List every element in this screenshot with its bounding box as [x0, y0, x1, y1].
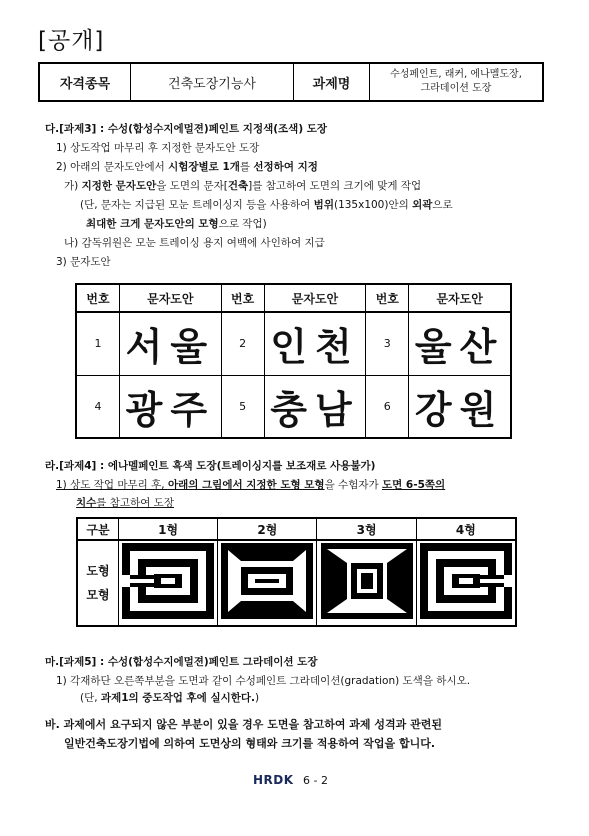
- task4-line2: 치수를 참고하여 도장: [76, 497, 174, 509]
- task3-title: 다.[과제3] : 수성(합성수지에멀젼)페인트 지정색(조색) 도장: [45, 123, 328, 135]
- glyph-word: 서울: [120, 312, 222, 375]
- glyph-number: 2: [221, 312, 264, 375]
- value-qualification: 건축도장기능사: [131, 63, 294, 101]
- glyph-header: 문자도안: [120, 284, 222, 312]
- glyph-header: 문자도안: [409, 284, 511, 312]
- pattern-header: 2형: [218, 518, 317, 540]
- pattern-type3: [317, 540, 416, 626]
- pattern-header: 4형: [416, 518, 516, 540]
- label-task-name: 과제명: [294, 63, 370, 101]
- task4-title: 라.[과제4] : 에나멜페인트 흑색 도장(트레이싱지를 보조재로 사용불가): [45, 460, 376, 472]
- pattern-type4-figure: [420, 543, 512, 619]
- glyph-word: 강원: [409, 375, 511, 438]
- task5-line1: 1) 각재하단 오른쪽부분을 도면과 같이 수성페인트 그라데이션(gradation) 도색을 하시오.: [56, 675, 471, 687]
- task3-line2: 2) 아래의 문자도안에서 시험장별로 1개를 선정하여 지정: [56, 161, 318, 173]
- task3-line7: 3) 문자도안: [56, 256, 111, 268]
- pattern-type1: [119, 540, 218, 626]
- task3-line5: 최대한 크게 문자도안의 모형으로 작업): [86, 218, 267, 230]
- glyph-word: 인천: [264, 312, 366, 375]
- label-qualification: 자격종목: [39, 63, 131, 101]
- glyph-number: 5: [221, 375, 264, 438]
- task4-line1: 1) 상도 작업 마무리 후, 아래의 그림에서 지정한 도형 모형을 수험자가 도면 6-5쪽의: [56, 479, 446, 491]
- glyph-header: 번호: [76, 284, 120, 312]
- pattern-type2: [218, 540, 317, 626]
- task3-line1: 1) 상도작업 마무리 후 지정한 문자도안 도장: [56, 142, 260, 154]
- page-footer: [253, 773, 328, 787]
- glyph-header: 번호: [366, 284, 409, 312]
- public-tag: [공개]: [38, 28, 105, 54]
- value-task-name: 수성페인트, 래커, 에나멜도장, 그라데이션 도장: [370, 63, 544, 101]
- glyph-number: 4: [76, 375, 120, 438]
- pattern-table: [76, 517, 517, 627]
- note-line1: 바. 과제에서 요구되지 않은 부분이 있을 경우 도면을 참고하여 과제 성격과 관련된: [45, 718, 442, 731]
- page-number: 6 - 2: [303, 774, 329, 787]
- table-row: [77, 540, 516, 626]
- pattern-type4: [416, 540, 516, 626]
- glyph-header: 번호: [221, 284, 264, 312]
- glyph-number: 3: [366, 312, 409, 375]
- glyph-number: 6: [366, 375, 409, 438]
- pattern-type1-figure: [122, 543, 214, 619]
- glyph-word: 울산: [409, 312, 511, 375]
- pattern-header: 1형: [119, 518, 218, 540]
- pattern-side-label: 도형 모형: [77, 540, 119, 626]
- glyph-number: 1: [76, 312, 120, 375]
- note-line2: 일반건축도장기법에 의하여 도면상의 형태와 크기를 적용하여 작업을 합니다.: [64, 737, 436, 750]
- pattern-corner: 구분: [77, 518, 119, 540]
- table-row: [76, 375, 511, 438]
- glyph-word: 충남: [264, 375, 366, 438]
- hrdk-logo: HRDK: [253, 773, 294, 787]
- task3-line3: 가) 지정한 문자도안을 도면의 문자[건축]를 참고하여 도면의 크기에 맞게 작업: [64, 180, 422, 192]
- info-table: [38, 62, 544, 102]
- pattern-type3-figure: [321, 543, 413, 619]
- task5-title: 마.[과제5] : 수성(합성수지에멀젼)페인트 그라데이션 도장: [45, 656, 318, 668]
- task3-line4: (단, 문자는 지급된 모눈 트레이싱지 등을 사용하여 범위(135x100)안의 외곽으로: [80, 199, 453, 211]
- glyph-table: [75, 283, 512, 439]
- glyph-header: 문자도안: [264, 284, 366, 312]
- task5-line2: (단, 과제1의 중도작업 후에 실시한다.): [80, 692, 260, 704]
- pattern-header: 3형: [317, 518, 416, 540]
- pattern-type2-figure: [221, 543, 313, 619]
- task3-line6: 나) 감독위원은 모눈 트레이싱 용지 여백에 사인하여 지급: [64, 237, 325, 249]
- glyph-word: 광주: [120, 375, 222, 438]
- table-row: [76, 312, 511, 375]
